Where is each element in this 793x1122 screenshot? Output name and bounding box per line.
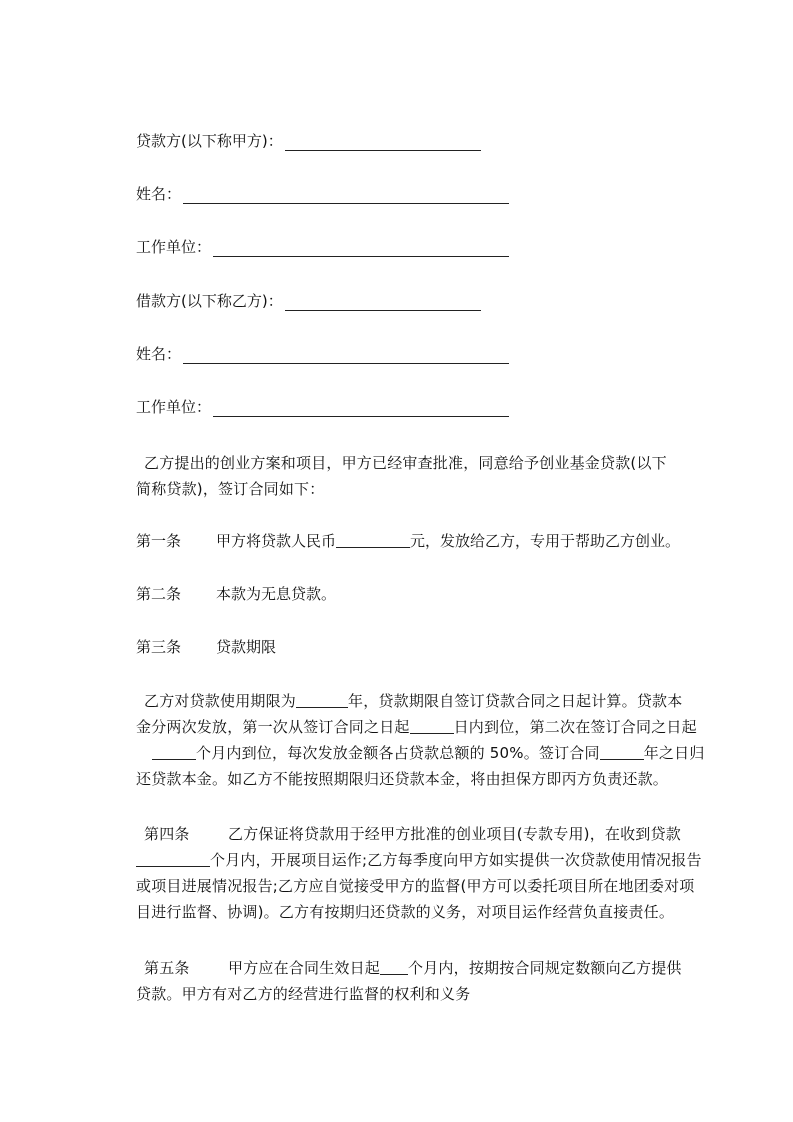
term-line-2 <box>136 714 705 740</box>
article-4-text-1: 乙方保证将贷款用于经甲方批准的创业项目(专款专用)，在收到贷款 <box>228 825 681 843</box>
borrower-label: 借款方(以下称乙方)： <box>136 292 283 310</box>
article-3 <box>136 637 276 657</box>
intro-line-2: 简称贷款)，签订合同如下： <box>136 480 325 498</box>
term-line-3-a: 个月内到位，每次发放金额各占贷款总额的 50%。签订合同 <box>196 744 600 762</box>
article-4-label: 第四条 <box>144 825 190 843</box>
article-5-text-1a: 甲方应在合同生效日起 <box>228 959 381 977</box>
lender-work-field <box>136 237 509 257</box>
term-line-4: 还贷款本金。如乙方不能按照期限归还贷款本金，将由担保方即丙方负责还款。 <box>136 770 669 788</box>
article-4 <box>136 821 702 925</box>
lender-label: 贷款方(以下称甲方)： <box>136 132 283 150</box>
article-4-line-3: 或项目进展情况报告;乙方应自觉接受甲方的监督(甲方可以委托项目所在地团委对项 <box>136 877 695 895</box>
term-line-2-a: 金分两次发放，第一次从签订合同之日起 <box>136 718 410 736</box>
term-years-blank[interactable] <box>296 692 348 708</box>
borrower-work-label: 工作单位： <box>136 398 212 416</box>
borrower-work-field <box>136 397 509 417</box>
article-4-text-2: 个月内，开展项目运作;乙方每季度向甲方如实提供一次贷款使用情况报告 <box>210 851 702 869</box>
borrower-name-field <box>136 344 509 364</box>
term-line-1 <box>136 688 705 714</box>
term-months-blank[interactable] <box>152 744 196 760</box>
lender-name-label: 姓名： <box>136 185 182 203</box>
term-line-3-b: 年之日归 <box>643 744 705 762</box>
article-4-line-2 <box>136 847 702 873</box>
article-4-line-4: 目进行监督、协调)。乙方有按期归还贷款的义务，对项目运作经营负直接责任。 <box>136 903 675 921</box>
term-line-3 <box>136 740 705 766</box>
article-5-line-1 <box>136 955 682 981</box>
term-days-blank[interactable] <box>410 718 454 734</box>
article-5 <box>136 955 682 1007</box>
borrower-name-blank[interactable] <box>183 347 509 364</box>
term-line-1-b: 年，贷款期限自签订贷款合同之日起计算。贷款本 <box>348 692 683 710</box>
article-3-label: 第三条 <box>136 638 182 656</box>
term-repay-years-blank[interactable] <box>600 744 644 760</box>
intro-paragraph <box>136 450 667 502</box>
lender-work-blank[interactable] <box>213 240 509 257</box>
article-1 <box>136 531 680 551</box>
article-4-line-1 <box>136 821 702 847</box>
article-1-amount-blank[interactable] <box>336 532 410 548</box>
borrower-field <box>136 291 481 311</box>
term-paragraph <box>136 688 705 792</box>
article-5-months-blank[interactable] <box>380 959 408 975</box>
lender-work-label: 工作单位： <box>136 238 212 256</box>
lender-name-field <box>136 184 509 204</box>
article-1-label: 第一条 <box>136 532 182 550</box>
article-2-text: 本款为无息贷款。 <box>216 585 337 603</box>
article-1-text-a: 甲方将贷款人民币 <box>216 532 337 550</box>
term-line-2-b: 日内到位，第二次在签订合同之日起 <box>453 718 697 736</box>
term-line-1-a: 乙方对贷款使用期限为 <box>144 692 297 710</box>
article-5-line-2: 贷款。甲方有对乙方的经营进行监督的权利和义务 <box>136 985 471 1003</box>
lender-name-blank[interactable] <box>183 187 509 204</box>
article-2-label: 第二条 <box>136 585 182 603</box>
lender-blank[interactable] <box>285 134 481 151</box>
article-4-months-blank[interactable] <box>136 851 210 867</box>
article-5-text-1b: 个月内，按期按合同规定数额向乙方提供 <box>408 959 682 977</box>
borrower-blank[interactable] <box>285 294 481 311</box>
article-3-text: 贷款期限 <box>216 638 277 656</box>
article-5-label: 第五条 <box>144 959 190 977</box>
intro-line-1: 乙方提出的创业方案和项目，甲方已经审查批准，同意给予创业基金贷款(以下 <box>144 454 667 472</box>
borrower-name-label: 姓名： <box>136 345 182 363</box>
article-2 <box>136 584 336 604</box>
borrower-work-blank[interactable] <box>213 400 509 417</box>
lender-field <box>136 131 481 151</box>
article-1-text-b: 元，发放给乙方，专用于帮助乙方创业。 <box>410 532 681 550</box>
